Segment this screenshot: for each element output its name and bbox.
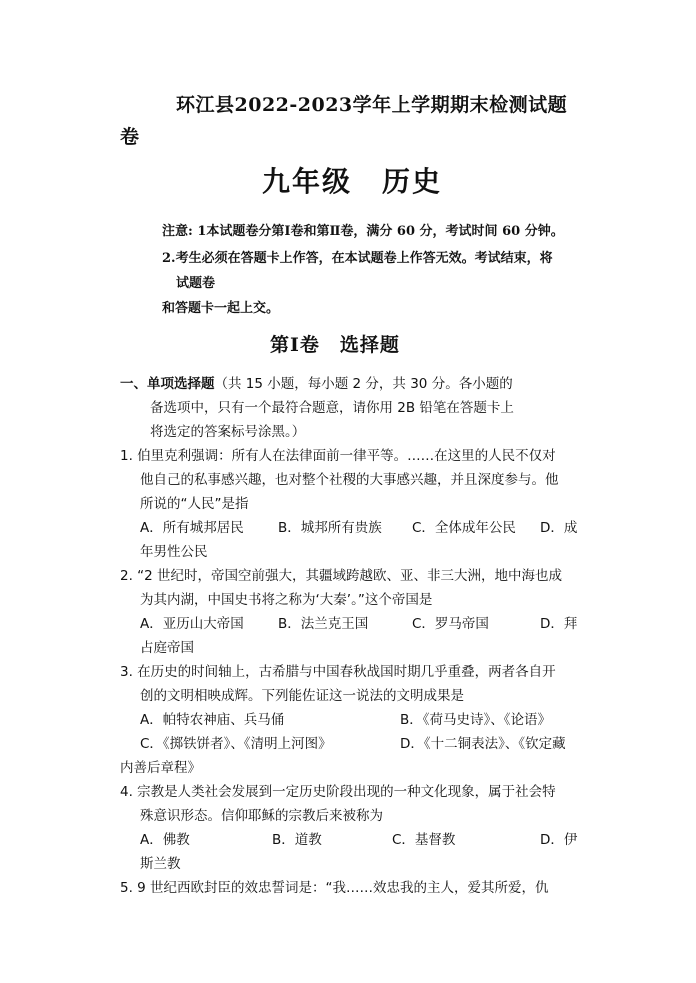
notice-line-3: 试题卷: [176, 276, 216, 291]
q2-stem-line1: 2. “2 世纪时，帝国空前强大，其疆域跨越欧、亚、非三大洲，地中海也成: [120, 568, 563, 584]
notice-line-1: 注意: 1本试题卷分第Ⅰ卷和第Ⅱ卷，满分 60 分，考试时间 60 分钟。: [162, 224, 564, 239]
part1-instruction-line1: 一、单项选择题（共 15 小题，每小题 2 分，共 30 分。各小题的: [120, 376, 513, 392]
q3-stem-line2: 创的文明相映成辉。下列能佐证这一说法的文明成果是: [140, 688, 464, 704]
q2-stem-line2: 为其内湖，中国史书将之称为‘大秦’。”这个帝国是: [140, 592, 433, 608]
q2-option-d-continued: 占庭帝国: [140, 640, 194, 656]
q2-option-c: C．罗马帝国: [412, 616, 489, 632]
q4-option-c: C．基督教: [392, 832, 456, 848]
part1-label: 一、单项选择题: [120, 376, 215, 392]
q4-option-a: A．佛教: [140, 832, 190, 848]
q1-option-c: C．全体成年公民: [412, 520, 516, 536]
notice-line-2: 2.考生必须在答题卡上作答，在本试题卷上作答无效。考试结束，将: [162, 251, 553, 266]
q4-stem-line1: 4. 宗教是人类社会发展到一定历史阶段出现的一种文化现象，属于社会特: [120, 784, 556, 800]
q1-stem-line2: 他自己的私事感兴趣，也对整个社稷的大事感兴趣，并且深度参与。他: [140, 472, 559, 488]
q3-option-b: B．《荷马史诗》、《论语》: [400, 712, 552, 728]
q1-option-d: D．成: [540, 520, 578, 536]
q1-option-a: A．所有城邦居民: [140, 520, 244, 536]
part1-instruction-line3: 将选定的答案标号涂黑。）: [150, 424, 306, 440]
q4-option-b: B．道教: [272, 832, 322, 848]
q3-option-c: C．《掷铁饼者》、《清明上河图》: [140, 736, 332, 752]
exam-title: 环江县2022-2023学年上学期期末检测试题: [176, 94, 568, 116]
q2-option-d: D．拜: [540, 616, 578, 632]
q3-option-d-continued: 内善后章程》: [120, 760, 201, 776]
part1-instruction-line2: 备选项中，只有一个最符合题意，请你用 2B 铅笔在答题卡上: [150, 400, 514, 416]
q5-stem-line1: 5. 9 世纪西欧封臣的效忠誓词是：“我……效忠我的主人，爱其所爱，仇: [120, 880, 549, 896]
q2-option-a: A．亚历山大帝国: [140, 616, 244, 632]
q1-stem-line1: 1. 伯里克利强调：所有人在法律面前一律平等。……在这里的人民不仅对: [120, 448, 556, 464]
q4-option-d-continued: 斯兰教: [140, 856, 181, 872]
q1-option-b: B．城邦所有贵族: [278, 520, 382, 536]
q4-option-d: D．伊: [540, 832, 578, 848]
q3-option-a: A．帕特农神庙、兵马俑: [140, 712, 285, 728]
q2-option-b: B．法兰克王国: [278, 616, 369, 632]
section-title: 第Ⅰ卷 选择题: [270, 334, 400, 356]
exam-title-continuation: 卷: [120, 126, 140, 148]
q4-stem-line2: 殊意识形态。信仰耶稣的宗教后来被称为: [140, 808, 383, 824]
q3-option-d: D．《十二铜表法》、《钦定藏: [400, 736, 566, 752]
q1-option-d-continued: 年男性公民: [140, 544, 208, 560]
notice-line-4: 和答题卡一起上交。: [162, 301, 280, 316]
q3-stem-line1: 3. 在历史的时间轴上，古希腊与中国春秋战国时期几乎重叠，两者各自开: [120, 664, 556, 680]
q1-stem-line3: 所说的“人民”是指: [140, 496, 249, 512]
exam-subject: 九年级 历史: [262, 165, 443, 198]
